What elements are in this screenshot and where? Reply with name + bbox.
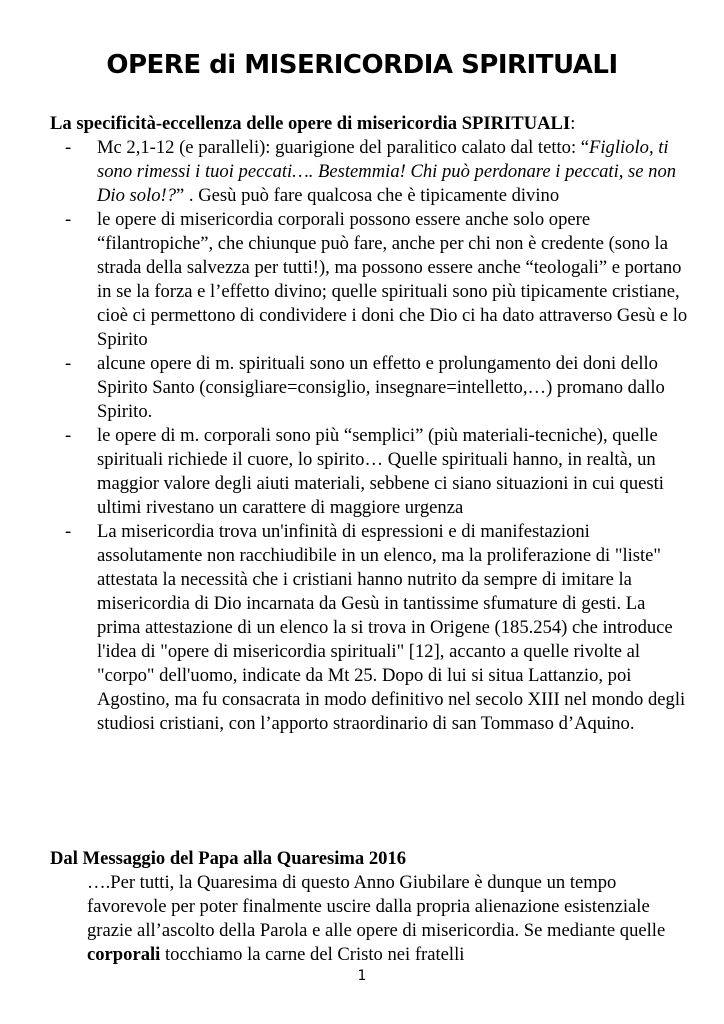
list-item-text-end: ” . Gesù può fare qualcosa che è tipicamente divino [176,185,560,206]
list-bullet: - [65,137,72,158]
page-title: OPERE di MISERICORDIA SPIRITUALI [106,50,618,80]
paragraph-text: ….Per tutti, la Quaresima di questo Anno Giubilare è dunque un tempo favorevole per poter finalmente uscire dalla propria alienazione esistenziale grazie all’ascolto della Parola e alle opere di misericordia. Se mediante quelle [87,872,666,941]
paragraph-emphasis: corporali [87,944,161,965]
list-item-text: Mc 2,1-12 (e paralleli): guarigione del paralitico calato dal tetto: “ [97,137,590,158]
list-item [50,136,690,208]
page-number: 1 [357,968,367,984]
list-item [50,208,690,352]
list-item-quote: Figliolo, ti sono rimessi i tuoi peccati…. Bestemmia! Chi può perdonare i peccati, se non Dio solo!? [97,137,677,206]
list-bullet: - [65,353,72,374]
heading-text: La specificità-eccellenza delle opere di misericordia SPIRITUALI [50,113,571,134]
section-heading-messaggio: Dal Messaggio del Papa alla Quaresima 2016 [50,848,407,869]
heading-colon: : [570,113,576,134]
list-item-text: alcune opere di m. spirituali sono un effetto e prolungamento dei doni dello Spirito Santo (consigliare=consiglio, insegnare=intelletto,…) promano dallo Spirito. [97,353,665,422]
list-item-text: La misericordia trova un'infinità di espressioni e di manifestazioni assolutamente non racchiudibile in un elenco, ma la proliferazione di "liste" attestata la necessità che i cristiani hanno nutrito da sempre di imitare la misericordia di Dio incarnata da Gesù in tantissime sfumature di gesti. La prima attestazione di un elenco la si trova in Origene (185.254) che introduce l'idea di "opere di misericordia spirituali" [12], accanto a quelle rivolte al "corpo" dell'uomo, indicate da Mt 25. Dopo di lui si situa Lattanzio, poi Agostino, ma fu consacrata in modo definitivo nel secolo XIII nel mondo degli studiosi cristiani, con l’apporto straordinario di san Tommaso d’Aquino. [97,521,686,734]
message-paragraph [87,871,692,967]
list-item [50,424,690,520]
paragraph-text-end: tocchiamo la carne del Cristo nei fratelli [160,944,465,965]
list-bullet: - [65,425,72,446]
section-heading-spirituali [50,112,690,136]
list-item [50,352,690,424]
list-bullet: - [65,209,72,230]
list-bullet: - [65,521,72,542]
list-item-text: le opere di misericordia corporali possono essere anche solo opere “filantropiche”, che chiunque può fare, anche per chi non è credente (sono la strada della salvezza per tutti!), ma possono essere anche “teologali” e portano in se la forza e l’effetto divino; quelle spirituali sono più tipicamente cristiane, cioè ci permettono di condividere i doni che Dio ci ha dato attraverso Gesù e lo Spirito [97,209,688,350]
list-item [50,520,690,736]
list-item-text: le opere di m. corporali sono più “semplici” (più materiali-tecniche), quelle spirituali richiede il cuore, lo spirito… Quelle spirituali hanno, in realtà, un maggior valore degli aiuti materiali, sebbene ci siano situazioni in cui questi ultimi rivestano un carattere di maggiore urgenza [97,425,664,518]
specificity-list [50,136,690,736]
